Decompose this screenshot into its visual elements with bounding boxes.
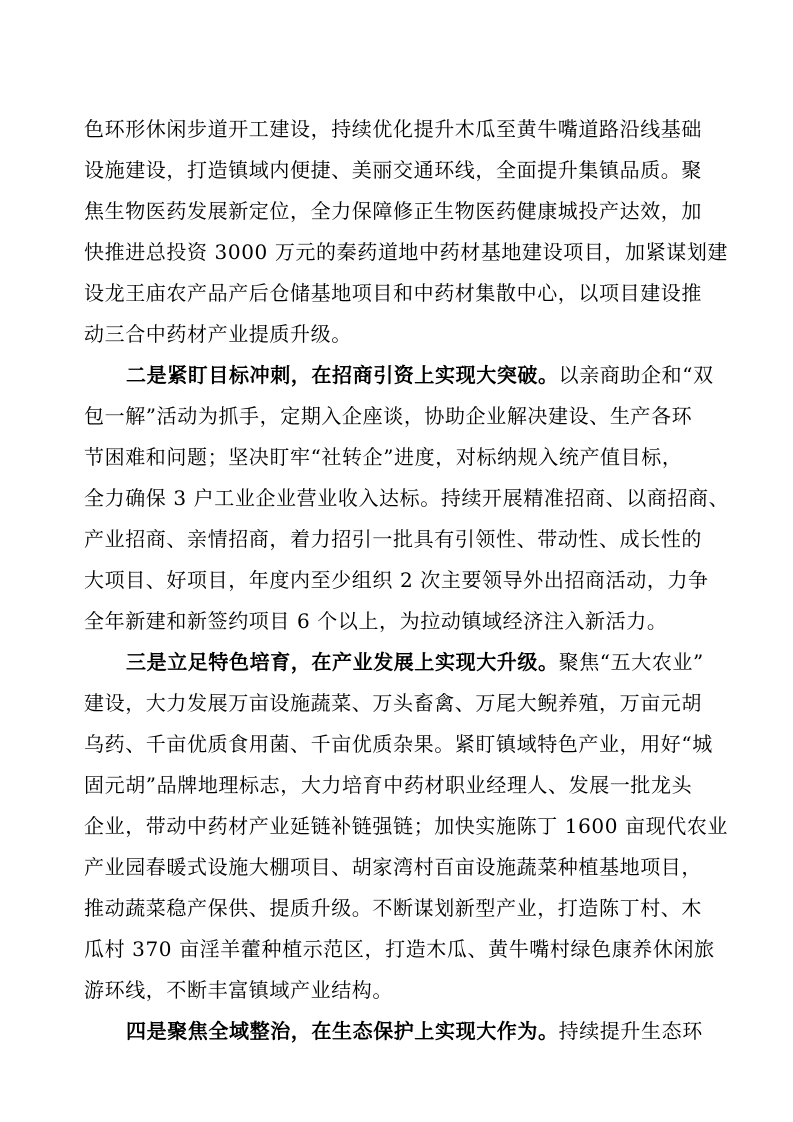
paragraph-heading: 二是紧盯目标冲刺，在招商引资上实现大突破。 [126, 363, 559, 387]
text-line: 节困难和问题；坚决盯牢“社转企”进度，对标纳规入统产值目标， [84, 445, 683, 469]
text-line: 产业招商、亲情招商，着力招引一批具有引领性、带动性、成长性的 [84, 527, 702, 551]
text-line: 推动蔬菜稳产保供、提质升级。不断谋划新型产业，打造陈丁村、木 [84, 896, 702, 920]
text-line: 动三合中药材产业提质升级。 [84, 322, 352, 346]
paragraph-first-line [0, 361, 793, 389]
paragraph-heading: 四是聚焦全域整治，在生态保护上实现大作为。 [126, 1019, 559, 1043]
paragraph-text: 聚焦“五大农业” [558, 650, 704, 674]
text-line: 色环形休闲步道开工建设，持续优化提升木瓜至黄牛嘴道路沿线基础 [84, 117, 702, 141]
text-line: 产业园春暖式设施大棚项目、胡家湾村百亩设施蔬菜种植基地项目， [84, 855, 702, 879]
text-line: 企业，带动中药材产业延链补链强链；加快实施陈丁 1600 亩现代农业 [84, 814, 729, 838]
paragraph-first-line [0, 648, 793, 676]
text-line: 包一解”活动为抓手，定期入企座谈，协助企业解决建设、生产各环 [84, 404, 693, 428]
paragraph-text: 持续提升生态环 [558, 1019, 703, 1043]
paragraph-heading: 三是立足特色培育，在产业发展上实现大升级。 [126, 650, 559, 674]
text-line: 快推进总投资 3000 万元的秦药道地中药材基地建设项目，加紧谋划建 [84, 240, 729, 264]
text-line: 大项目、好项目，年度内至少组织 2 次主要领导外出招商活动，力争 [84, 568, 709, 592]
text-line: 全力确保 3 户工业企业营业收入达标。持续开展精准招商、以商招商、 [84, 486, 730, 510]
paragraph-text: 以亲商助企和“双 [558, 363, 714, 387]
text-line: 瓜村 370 亩淫羊藿种植示范区，打造木瓜、黄牛嘴村绿色康养休闲旅 [84, 937, 715, 961]
text-line: 设龙王庙农产品产后仓储基地项目和中药材集散中心，以项目建设推 [84, 281, 702, 305]
text-line: 游环线，不断丰富镇域产业结构。 [84, 978, 393, 1002]
text-line: 建设，大力发展万亩设施蔬菜、万头畜禽、万尾大鲵养殖，万亩元胡 [84, 691, 702, 715]
paragraph-first-line [0, 1017, 793, 1045]
text-line: 焦生物医药发展新定位，全力保障修正生物医药健康城投产达效，加 [84, 199, 702, 223]
text-line: 乌药、千亩优质食用菌、千亩优质杂果。紧盯镇域特色产业，用好“城 [84, 732, 713, 756]
text-line: 固元胡”品牌地理标志，大力培育中药材职业经理人、发展一批龙头 [84, 773, 693, 797]
text-line: 设施建设，打造镇域内便捷、美丽交通环线，全面提升集镇品质。聚 [84, 158, 702, 182]
text-line: 全年新建和新签约项目 6 个以上，为拉动镇域经济注入新活力。 [84, 609, 668, 633]
